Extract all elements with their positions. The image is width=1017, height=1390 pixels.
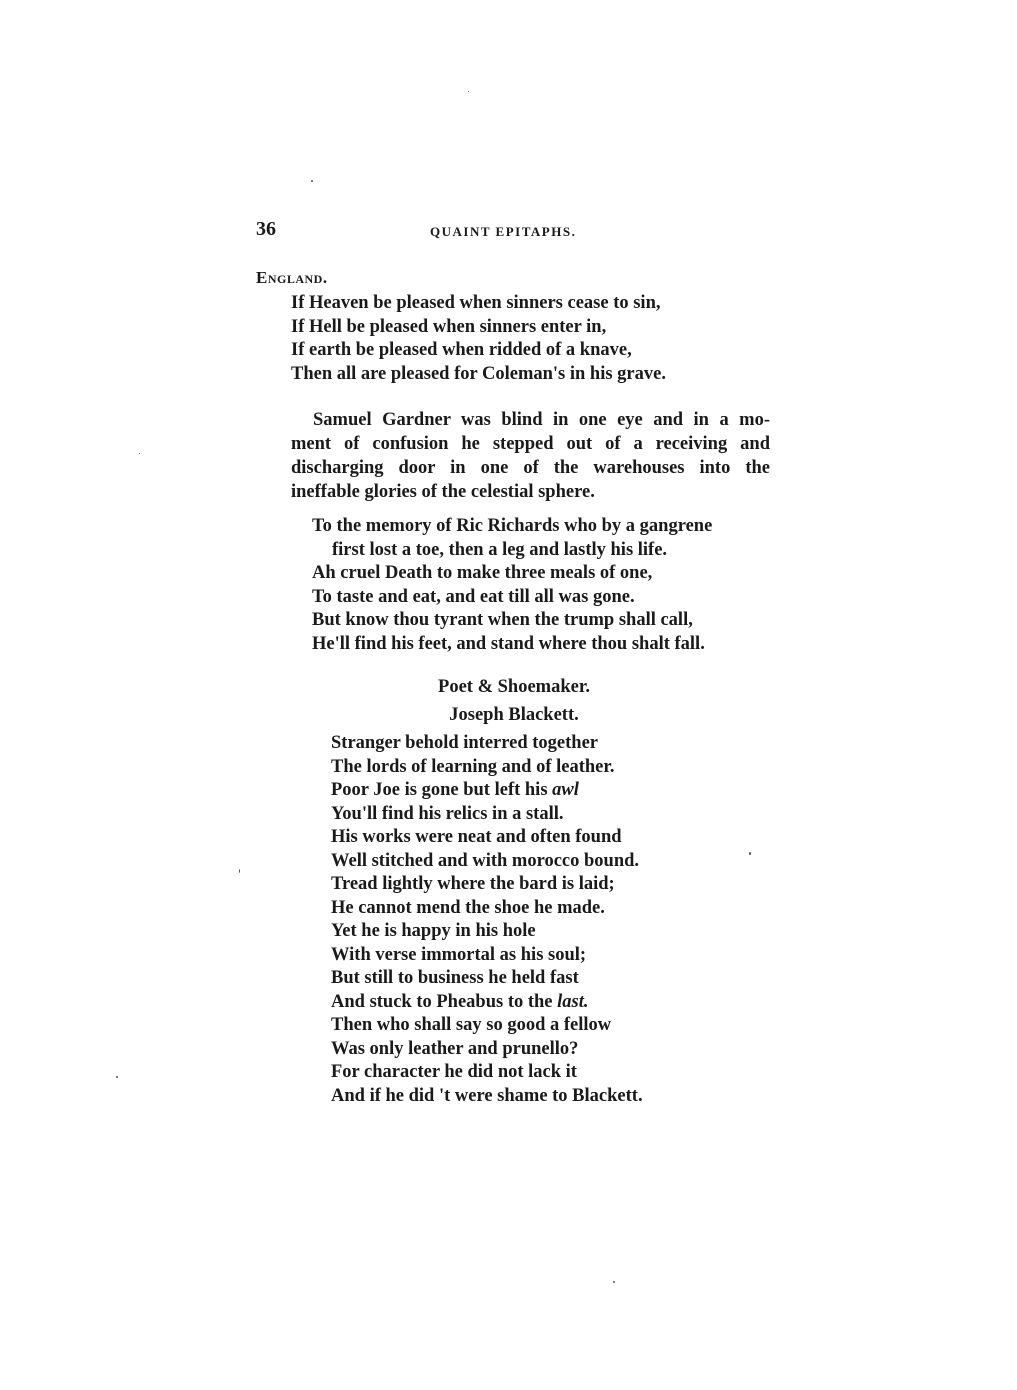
prose-line: ment of confusion he stepped out of a receiving and [291, 434, 770, 454]
italic-word: last. [557, 991, 589, 1012]
verse-line: If earth be pleased when ridded of a knave, [291, 340, 632, 360]
verse-line: Then all are pleased for Coleman's in his grave. [291, 363, 666, 384]
running-title: QUAINT EPITAPHS. [430, 224, 577, 239]
verse-line: To taste and eat, and eat till all was gone. [312, 586, 635, 607]
verse-line: Was only leather and prunello? [331, 1038, 579, 1059]
verse-line: You'll find his relics in a stall. [331, 803, 564, 824]
epitaph-title: Poet & Shoemaker. [438, 677, 590, 697]
scan-speck [311, 180, 313, 182]
verse-text: Poor Joe is gone but left his [331, 780, 548, 800]
epitaph-name: Joseph Blackett. [449, 705, 579, 725]
verse-line: His works were neat and often found [331, 827, 622, 847]
verse-line: Well stitched and with morocco bound. [331, 850, 640, 871]
verse-line: With verse immortal as his soul; [331, 944, 587, 965]
verse-line: first lost a toe, then a leg and lastly his life. [332, 539, 668, 560]
page-number: 36 [256, 218, 276, 240]
verse-line: He cannot mend the shoe he made. [331, 897, 605, 918]
verse-line: Ah cruel Death to make three meals of one, [312, 563, 653, 583]
epitaph-ric-richards [312, 515, 712, 656]
scan-speck [749, 852, 751, 855]
section-heading: England. [256, 268, 328, 287]
verse-line [331, 991, 643, 1015]
verse-line: The lords of learning and of leather. [331, 756, 615, 777]
prose-line: discharging door in one of the warehouses into the [291, 458, 770, 478]
prose-line: ineffable glories of the celestial sphere. [291, 482, 595, 502]
prose-paragraph [291, 408, 770, 504]
scan-speck [613, 1281, 615, 1283]
verse-line: For character he did not lack it [331, 1062, 577, 1082]
verse-line: Tread lightly where the bard is laid; [331, 874, 615, 894]
prose-line: Samuel Gardner was blind in one eye and in a mo- [313, 410, 770, 430]
verse-line: And if he did 't were shame to Blackett. [331, 1085, 643, 1106]
epitaph-joseph-blackett [331, 732, 643, 1108]
scan-speck [116, 1076, 118, 1078]
verse-line: But know thou tyrant when the trump shall call, [312, 610, 693, 630]
verse-line: If Hell be pleased when sinners enter in, [291, 316, 607, 337]
verse-line: Yet he is happy in his hole [331, 921, 536, 941]
scan-speck [239, 869, 240, 873]
verse-text: And stuck to Pheabus to the [331, 991, 553, 1012]
verse-line: Then who shall say so good a fellow [331, 1015, 612, 1035]
verse-line: If Heaven be pleased when sinners cease to sin, [291, 293, 661, 313]
page-header [256, 218, 776, 244]
italic-word: awl [552, 780, 579, 800]
scan-speck [139, 453, 140, 454]
verse-line: Stranger behold interred together [331, 733, 599, 753]
verse-line: To the memory of Ric Richards who by a gangrene [312, 516, 713, 536]
epitaph-england [291, 292, 666, 386]
verse-line: He'll find his feet, and stand where thou shalt fall. [312, 633, 705, 654]
verse-line [331, 779, 643, 803]
verse-line: But still to business he held fast [331, 968, 579, 988]
scan-speck [468, 91, 469, 92]
